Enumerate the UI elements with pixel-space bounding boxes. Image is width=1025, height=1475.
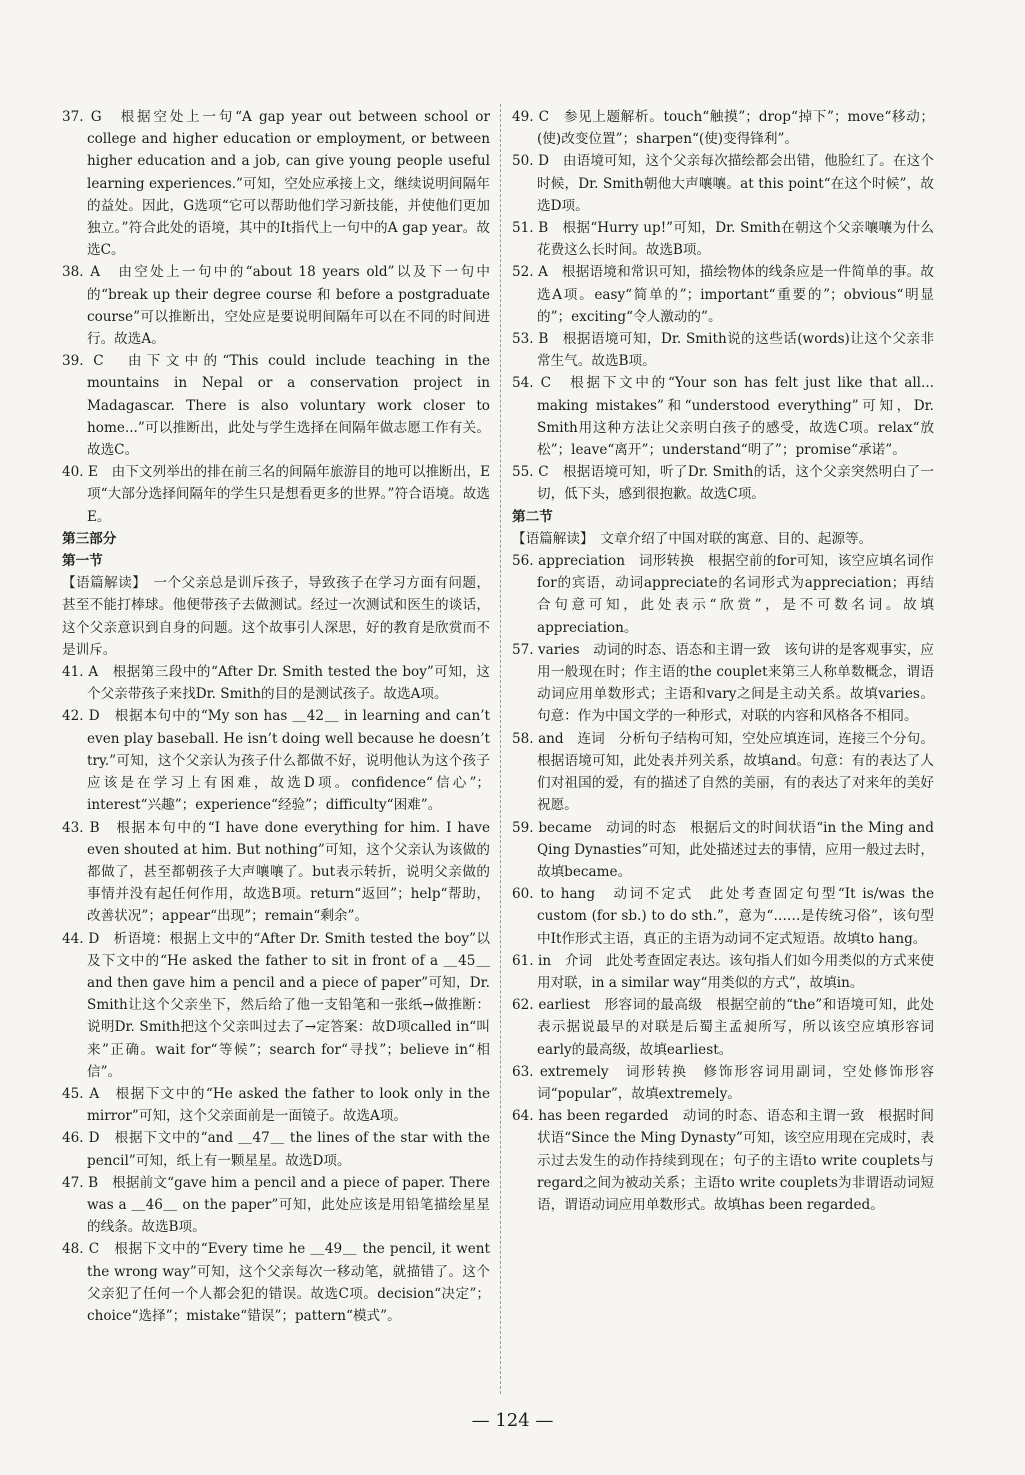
answer-explanation: 58. and 连词 分析句子结构可知，空处应填连词，连接三个分句。根据语境可知，此处表并列关系，故填and。句意：有的表达了人们对祖国的爱，有的描述了自然的美丽，有的表达了对来年的美好祝愿。 (512, 730, 934, 814)
answer-explanation: 37. G 根据空处上一句“A gap year out between school or college and higher education or employment, or between higher education and a job, can give young people useful learning experiences.”可知，空处应承接上文，继续说明间隔年的益处。因此，G选项“它可以帮助他们学习新技能，并使他们更加独立。”符合此处的语境，其中的It指代上一句中的A gap year。故选C。 (62, 109, 495, 259)
right-column (512, 106, 939, 1216)
answer-explanation: 41. A 根据第三段中的“After Dr. Smith tested the boy”可知，这个父亲带孩子来找Dr. Smith的目的是测试孩子。故选A项。 (62, 664, 490, 703)
page-number: — 124 — (471, 1410, 554, 1431)
answer-explanation: 62. earliest 形容词的最高级 根据空前的“the”和语境可知，此处表示据说最早的对联是后蜀主孟昶所写，所以该空应填形容词early的最高级，故填earliest。 (512, 997, 934, 1058)
column-divider (500, 104, 501, 1394)
answer-explanation: 45. A 根据下文中的“He asked the father to look only in the mirror”可知，这个父亲面前是一面镜子。故选A项。 (62, 1085, 495, 1125)
passage-summary: 【语篇解读】 文章介绍了中国对联的寓意、目的、起源等。 (512, 530, 873, 547)
answer-explanation: 49. C 参见上题解析。touch“触摸”；drop“掉下”；move“移动；(使)改变位置”；sharpen“(使)变得锋利”。 (512, 109, 934, 148)
section-heading: 第三部分 (62, 530, 117, 547)
answer-explanation: 38. A 由空处上一句中的“about 18 years old”以及下一句中的“break up their degree course 和 before a postgraduate course”可以推断出，空处应是要说明间隔年可以在不同的时间进行。故选A。 (62, 264, 495, 348)
answer-explanation: 64. has been regarded 动词的时态、语态和主谓一致 根据时间状语“Since the Ming Dynasty”可知，该空应用现在完成时，表示过去发生的动作持续到现在；句子的主语to write couplets与regard之间为被动关系；主语to write couplets为非谓语动词短语，谓语动词应用单数形式。故填has been regarded。 (512, 1108, 934, 1213)
answer-explanation: 63. extremely 词形转换 修饰形容词用副词，空处修饰形容词“popular”，故填extremely。 (512, 1063, 934, 1102)
answer-explanation: 39. C 由下文中的“This could include teaching in the mountains in Nepal or a conservation project in Madagascar. There is also voluntary work closer to home...”可以推断出，此处与学生选择在间隔年做志愿工作有关。故选C。 (62, 353, 495, 459)
answer-explanation: 60. to hang 动词不定式 此处考查固定句型“It is/was the custom (for sb.) to do sth.”，意为“……是传统习俗”，该句型中It作形式主语，真正的主语为动词不定式短语。故填to hang。 (512, 886, 939, 947)
answer-explanation: 50. D 由语境可知，这个父亲每次描绘都会出错，他脸红了。在这个时候，Dr. Smith朝他大声嚷嚷。at this point“在这个时候”，故选D项。 (512, 153, 934, 214)
answer-explanation: 53. B 根据语境可知，Dr. Smith说的这些话(words)让这个父亲非常生气。故选B项。 (512, 331, 934, 370)
section-heading: 第一节 (62, 553, 103, 570)
answer-explanation: 44. D 析语境：根据上文中的“After Dr. Smith tested the boy”以及下文中的“He asked the father to sit in front of a ＿45＿ and then gave him a pencil and a piece of paper”可知，Dr. Smith让这个父亲坐下，然后给了他一支铅笔和一张纸→做推断：说明Dr. Smith把这个父亲叫过去了→定答案：故D项called in“叫来”正确。wait for“等候”；search for“寻找”；believe in“相信”。 (62, 930, 495, 1080)
answer-explanation: 46. D 根据下文中的“and ＿47＿ the lines of the star with the pencil”可知，纸上有一颗星星。故选D项。 (62, 1130, 495, 1169)
answer-explanation: 59. became 动词的时态 根据后文的时间状语“in the Ming and Qing Dynasties”可知，此处描述过去的事情，应用一般过去时，故填became。 (512, 819, 939, 880)
answer-explanation: 52. A 根据语境和常识可知，描绘物体的线条应是一件简单的事。故选A项。easy“简单的”；important“重要的”；obvious“明显的”；exciting“令人激动的”。 (512, 264, 934, 325)
section-heading: 第二节 (512, 508, 553, 525)
answer-explanation: 47. B 根据前文“gave him a pencil and a piece of paper. There was a ＿46＿ on the paper”可知，此处应该是用铅笔描绘星星的线条。故选B项。 (62, 1174, 495, 1236)
answer-explanation: 56. appreciation 词形转换 根据空前的for可知，该空应填名词作for的宾语，动词appreciate的名词形式为appreciation；再结合句意可知，此处表示“欣赏”，是不可数名词。故填appreciation。 (512, 553, 934, 636)
answer-explanation: 40. E 由下文列举出的排在前三名的间隔年旅游目的地可以推断出，E项“大部分选择间隔年的学生只是想看更多的世界。”符合语境。故选E。 (62, 464, 490, 525)
left-column (62, 106, 495, 1327)
answer-explanation: 54. C 根据下文中的“Your son has felt just like that all... making mistakes”和“understood everything”可知，Dr. Smith用这种方法让父亲明白孩子的感受，故选C项。relax“放松”；leave“离开”；understand“明了”；promise“承诺”。 (512, 375, 939, 459)
answer-explanation: 42. D 根据本句中的“My son has ＿42＿ in learning and can’t even play baseball. He isn’t doing well because he doesn’t try.”可知，这个父亲认为孩子什么都做不好，说明他认为这个孩子应该是在学习上有困难，故选D项。confidence“信心”；interest“兴趣”；experience“经验”；difficulty“困难”。 (62, 708, 495, 814)
answer-explanation: 55. C 根据语境可知，听了Dr. Smith的话，这个父亲突然明白了一切，低下头，感到很抱歉。故选C项。 (512, 464, 934, 503)
answer-explanation: 43. B 根据本句中的“I have done everything for him. I have even shouted at him. But nothing”可知，这个父亲认为该做的都做了，甚至都朝孩子大声嚷嚷了。but表示转折，说明父亲做的事情并没有起任何作用，故选B项。return“返回”；help“帮助，改善状况”；appear“出现”；remain“剩余”。 (62, 819, 495, 925)
answer-explanation: 48. C 根据下文中的“Every time he ＿49＿ the pencil, it went the wrong way”可知，这个父亲每次一移动笔，就描错了。这个父亲犯了任何一个人都会犯的错误。故选C项。decision“决定”；choice“选择”；mistake“错误”；pattern“模式”。 (62, 1241, 495, 1324)
passage-summary: 【语篇解读】 一个父亲总是训斥孩子，导致孩子在学习方面有问题，甚至不能打棒球。他便带孩子去做测试。经过一次测试和医生的谈话，这个父亲意识到自身的问题。这个故事引人深思，好的教育是欣赏而不是训斥。 (62, 575, 490, 658)
answer-explanation: 57. varies 动词的时态、语态和主谓一致 该句讲的是客观事实，应用一般现在时；作主语的the couplet来第三人称单数概念，谓语动词应用单数形式；主语和vary之间是主动关系。故填varies。句意：作为中国文学的一种形式，对联的内容和风格各不相同。 (512, 641, 934, 725)
answer-explanation: 51. B 根据“Hurry up!”可知，Dr. Smith在朝这个父亲嚷嚷为什么花费这么长时间。故选B项。 (512, 220, 934, 259)
answer-explanation: 61. in 介词 此处考查固定表达。该句指人们如今用类似的方式来使用对联，in a similar way“用类似的方式”，故填in。 (512, 952, 934, 991)
